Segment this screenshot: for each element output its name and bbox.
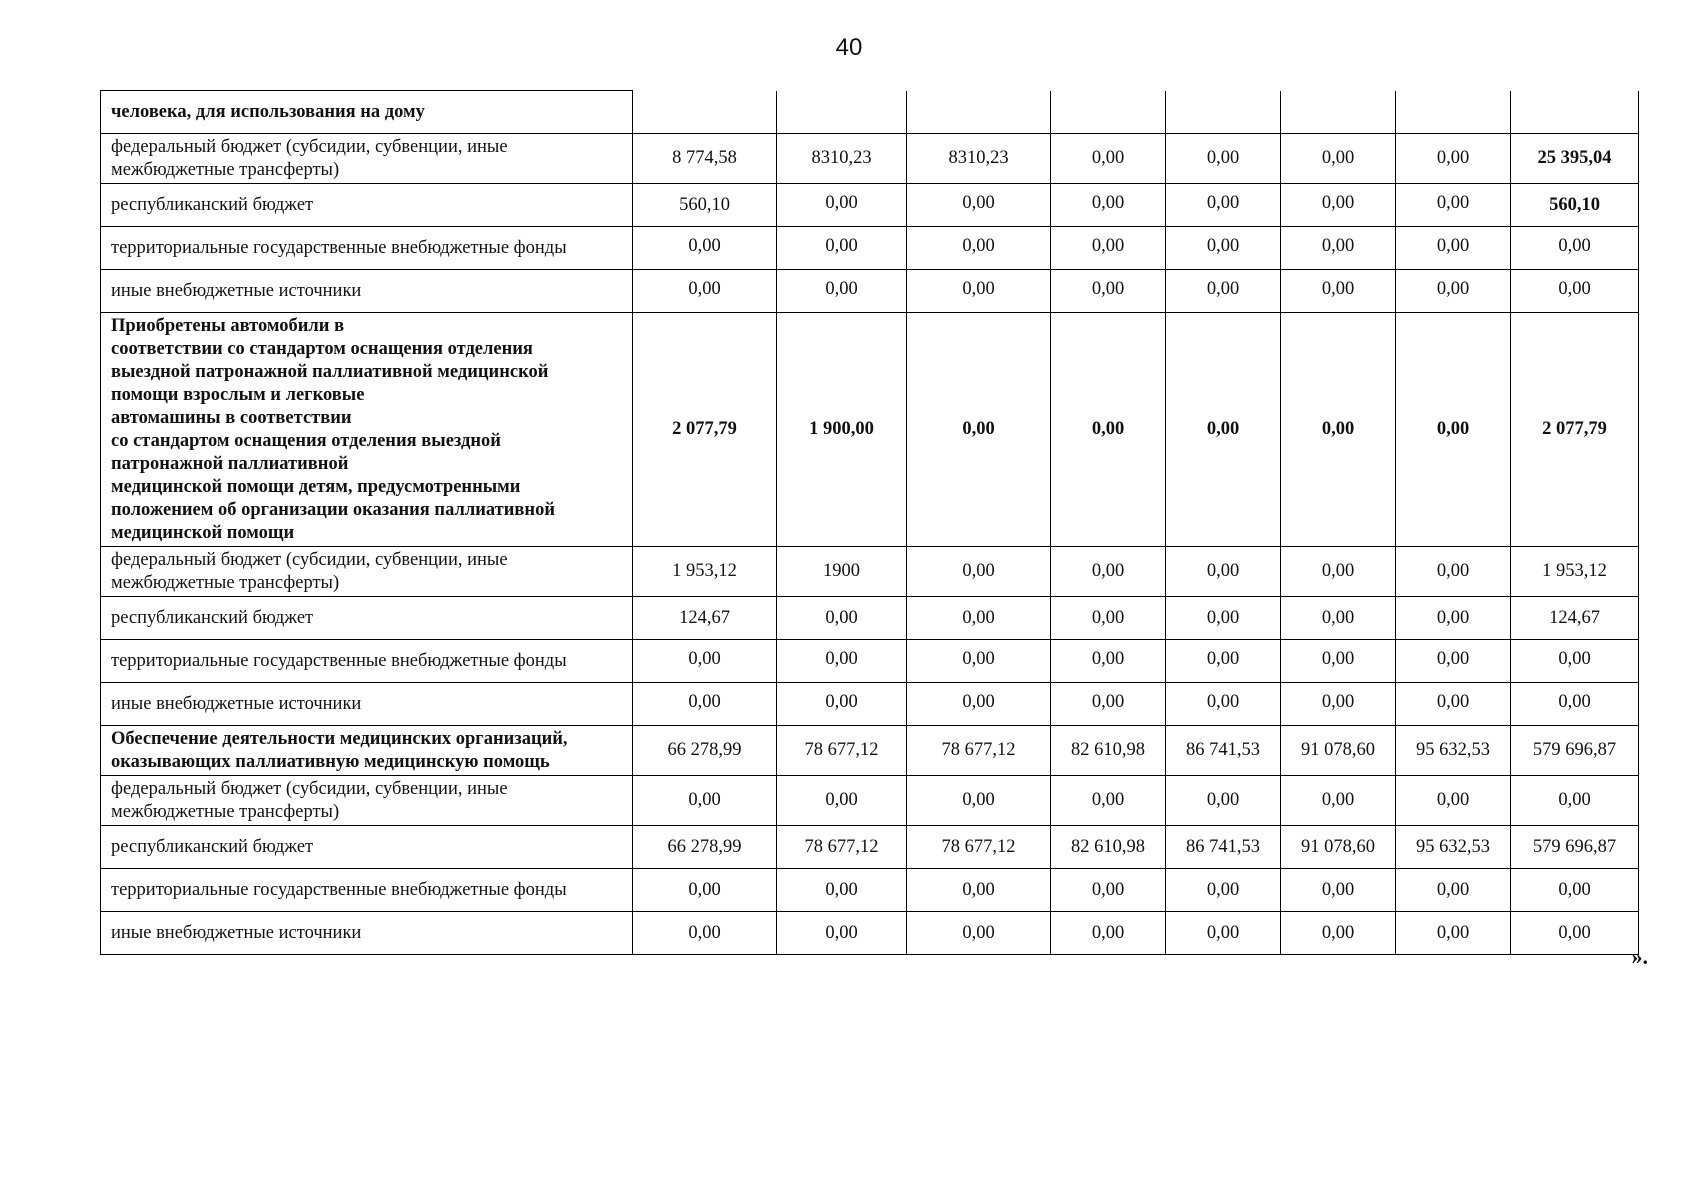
value-cell: 560,10: [1511, 184, 1639, 227]
value-cell: 124,67: [633, 597, 777, 640]
table-row: [101, 134, 1639, 184]
value-cell: 0,00: [1511, 640, 1639, 683]
value-cell: 0,00: [777, 776, 907, 826]
value-cell: [1396, 91, 1511, 134]
value-cell: 1 953,12: [633, 547, 777, 597]
value-cell: 66 278,99: [633, 826, 777, 869]
table-row: [101, 313, 1639, 547]
value-cell: 0,00: [1281, 776, 1396, 826]
row-label: федеральный бюджет (субсидии, субвенции, иные межбюджетные трансферты): [101, 776, 633, 826]
value-cell: 0,00: [1396, 313, 1511, 547]
value-cell: 0,00: [633, 776, 777, 826]
value-cell: 0,00: [777, 597, 907, 640]
value-cell: 0,00: [1281, 912, 1396, 955]
value-cell: 0,00: [633, 640, 777, 683]
value-cell: 0,00: [1396, 270, 1511, 313]
value-cell: 0,00: [1511, 270, 1639, 313]
table-row: [101, 826, 1639, 869]
value-cell: 0,00: [1051, 227, 1166, 270]
row-label: иные внебюджетные источники: [101, 912, 633, 955]
table-row: [101, 597, 1639, 640]
value-cell: 8 774,58: [633, 134, 777, 184]
table-row: [101, 91, 1639, 134]
value-cell: 86 741,53: [1166, 826, 1281, 869]
value-cell: 0,00: [907, 640, 1051, 683]
value-cell: 0,00: [633, 227, 777, 270]
value-cell: 8310,23: [907, 134, 1051, 184]
value-cell: 0,00: [1166, 134, 1281, 184]
budget-table: [100, 90, 1639, 955]
value-cell: 82 610,98: [1051, 726, 1166, 776]
value-cell: 95 632,53: [1396, 826, 1511, 869]
value-cell: 0,00: [1051, 640, 1166, 683]
value-cell: 0,00: [907, 869, 1051, 912]
value-cell: 0,00: [1511, 776, 1639, 826]
table-row: [101, 776, 1639, 826]
value-cell: 86 741,53: [1166, 726, 1281, 776]
value-cell: 0,00: [1166, 597, 1281, 640]
value-cell: 0,00: [907, 776, 1051, 826]
value-cell: 0,00: [633, 683, 777, 726]
value-cell: 124,67: [1511, 597, 1639, 640]
row-label: федеральный бюджет (субсидии, субвенции, иные межбюджетные трансферты): [101, 547, 633, 597]
value-cell: 0,00: [1166, 270, 1281, 313]
row-label: иные внебюджетные источники: [101, 270, 633, 313]
value-cell: 0,00: [1166, 912, 1281, 955]
value-cell: 82 610,98: [1051, 826, 1166, 869]
value-cell: 0,00: [1396, 683, 1511, 726]
value-cell: 0,00: [1166, 776, 1281, 826]
table-row: [101, 640, 1639, 683]
value-cell: [777, 91, 907, 134]
value-cell: 78 677,12: [777, 726, 907, 776]
value-cell: 0,00: [907, 547, 1051, 597]
row-label: республиканский бюджет: [101, 184, 633, 227]
table-row: [101, 227, 1639, 270]
row-label: республиканский бюджет: [101, 826, 633, 869]
value-cell: 0,00: [1166, 683, 1281, 726]
value-cell: 0,00: [777, 683, 907, 726]
value-cell: 0,00: [1051, 270, 1166, 313]
value-cell: 0,00: [1511, 869, 1639, 912]
value-cell: 0,00: [1396, 869, 1511, 912]
value-cell: 0,00: [907, 270, 1051, 313]
value-cell: 0,00: [1166, 547, 1281, 597]
value-cell: 0,00: [1051, 776, 1166, 826]
value-cell: 0,00: [633, 912, 777, 955]
table-row: [101, 726, 1639, 776]
value-cell: 2 077,79: [1511, 313, 1639, 547]
row-label: федеральный бюджет (субсидии, субвенции, иные межбюджетные трансферты): [101, 134, 633, 184]
value-cell: [907, 91, 1051, 134]
value-cell: 0,00: [1051, 184, 1166, 227]
value-cell: 0,00: [1511, 227, 1639, 270]
value-cell: 1 953,12: [1511, 547, 1639, 597]
value-cell: 0,00: [1396, 912, 1511, 955]
value-cell: 0,00: [633, 869, 777, 912]
value-cell: 66 278,99: [633, 726, 777, 776]
value-cell: 0,00: [1511, 912, 1639, 955]
row-label: территориальные государственные внебюджетные фонды: [101, 227, 633, 270]
value-cell: 91 078,60: [1281, 826, 1396, 869]
row-label: иные внебюджетные источники: [101, 683, 633, 726]
value-cell: 579 696,87: [1511, 826, 1639, 869]
value-cell: 0,00: [1051, 313, 1166, 547]
value-cell: 0,00: [777, 270, 907, 313]
value-cell: 0,00: [1396, 184, 1511, 227]
value-cell: 0,00: [1281, 227, 1396, 270]
value-cell: 2 077,79: [633, 313, 777, 547]
value-cell: 0,00: [1166, 640, 1281, 683]
value-cell: 0,00: [1281, 134, 1396, 184]
value-cell: 0,00: [1396, 640, 1511, 683]
value-cell: 1 900,00: [777, 313, 907, 547]
value-cell: 0,00: [1051, 683, 1166, 726]
value-cell: 0,00: [1281, 184, 1396, 227]
value-cell: 0,00: [1281, 869, 1396, 912]
page-number: 40: [835, 34, 863, 61]
table-row: [101, 869, 1639, 912]
value-cell: 0,00: [1166, 227, 1281, 270]
value-cell: [1281, 91, 1396, 134]
value-cell: 0,00: [1051, 547, 1166, 597]
row-label: республиканский бюджет: [101, 597, 633, 640]
value-cell: [1051, 91, 1166, 134]
value-cell: 0,00: [1166, 313, 1281, 547]
value-cell: 1900: [777, 547, 907, 597]
value-cell: 0,00: [907, 184, 1051, 227]
value-cell: 0,00: [1051, 869, 1166, 912]
value-cell: 0,00: [1051, 597, 1166, 640]
value-cell: 0,00: [777, 869, 907, 912]
value-cell: 0,00: [1281, 640, 1396, 683]
value-cell: 560,10: [633, 184, 777, 227]
value-cell: 0,00: [777, 184, 907, 227]
row-label: территориальные государственные внебюджетные фонды: [101, 869, 633, 912]
row-label: Приобретены автомобили в соответствии со стандартом оснащения отделения выездной патронажной паллиативной медицинской помощи взрослым и легковые автомашины в соответствии со стандартом оснащения отделения выездной патронажной паллиативной медицинской помощи детям, предусмотренными положением об организации оказания паллиативной медицинской помощи: [101, 313, 633, 547]
value-cell: 0,00: [1166, 869, 1281, 912]
value-cell: 0,00: [777, 227, 907, 270]
table-body: [101, 91, 1639, 955]
value-cell: 25 395,04: [1511, 134, 1639, 184]
value-cell: 579 696,87: [1511, 726, 1639, 776]
value-cell: 0,00: [633, 270, 777, 313]
value-cell: 0,00: [1396, 227, 1511, 270]
value-cell: 0,00: [1281, 683, 1396, 726]
value-cell: 0,00: [1511, 683, 1639, 726]
value-cell: 0,00: [1396, 597, 1511, 640]
value-cell: 0,00: [1166, 184, 1281, 227]
value-cell: [1511, 91, 1639, 134]
value-cell: 0,00: [907, 912, 1051, 955]
row-label: человека, для использования на дому: [101, 91, 633, 134]
value-cell: [633, 91, 777, 134]
table-row: [101, 683, 1639, 726]
row-label: Обеспечение деятельности медицинских организаций, оказывающих паллиативную медицинскую помощь: [101, 726, 633, 776]
table-row: [101, 912, 1639, 955]
value-cell: 0,00: [907, 313, 1051, 547]
value-cell: 95 632,53: [1396, 726, 1511, 776]
value-cell: 0,00: [1281, 313, 1396, 547]
table-row: [101, 270, 1639, 313]
closing-quote: ».: [1631, 944, 1648, 969]
value-cell: 0,00: [1051, 134, 1166, 184]
table-row: [101, 184, 1639, 227]
value-cell: 0,00: [777, 912, 907, 955]
value-cell: 0,00: [907, 597, 1051, 640]
value-cell: 0,00: [1051, 912, 1166, 955]
value-cell: 0,00: [1281, 597, 1396, 640]
value-cell: 8310,23: [777, 134, 907, 184]
table-row: [101, 547, 1639, 597]
value-cell: 78 677,12: [777, 826, 907, 869]
value-cell: 0,00: [907, 683, 1051, 726]
value-cell: 78 677,12: [907, 726, 1051, 776]
value-cell: 0,00: [777, 640, 907, 683]
value-cell: 0,00: [1281, 270, 1396, 313]
value-cell: 0,00: [907, 227, 1051, 270]
value-cell: 0,00: [1396, 547, 1511, 597]
value-cell: 91 078,60: [1281, 726, 1396, 776]
value-cell: 78 677,12: [907, 826, 1051, 869]
value-cell: 0,00: [1396, 776, 1511, 826]
value-cell: [1166, 91, 1281, 134]
row-label: территориальные государственные внебюджетные фонды: [101, 640, 633, 683]
value-cell: 0,00: [1281, 547, 1396, 597]
value-cell: 0,00: [1396, 134, 1511, 184]
